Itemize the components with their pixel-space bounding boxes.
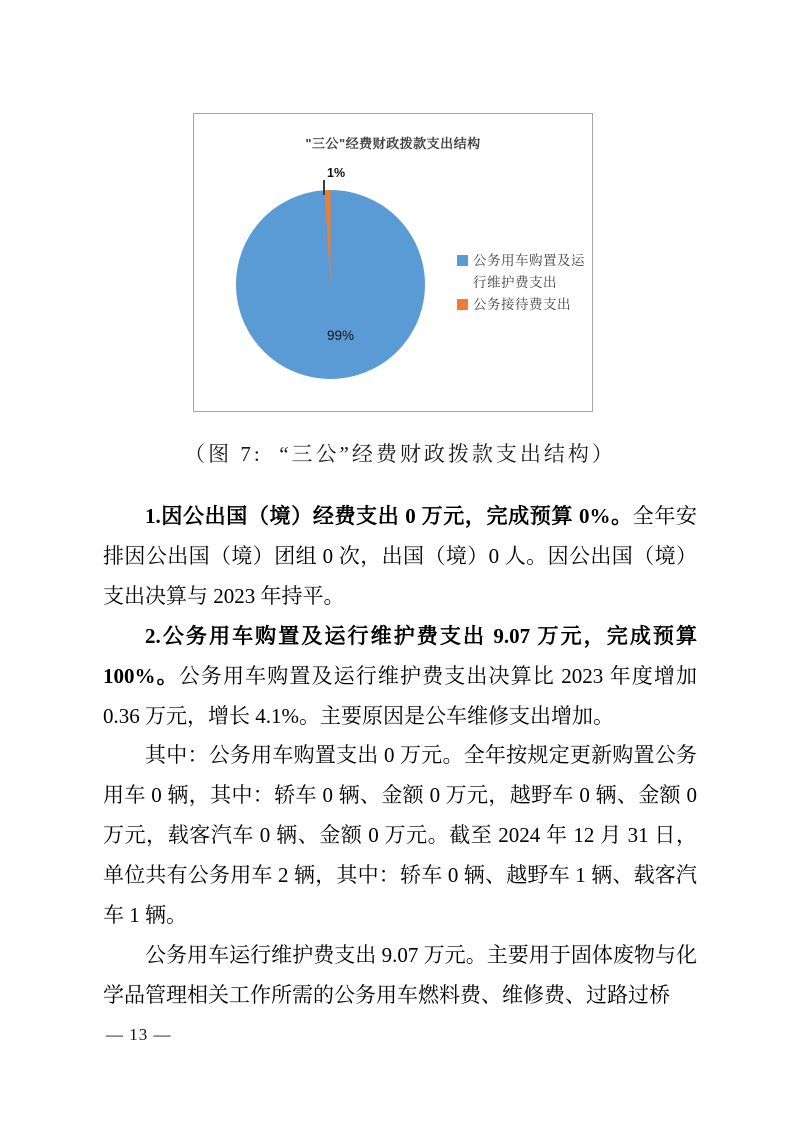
paragraph-text: 公务用车运行维护费支出 9.07 万元。主要用于固体废物与化学品管理相关工作所需的公务用车燃料费、维修费、过路过桥 <box>103 942 697 1007</box>
pie-chart-panel <box>193 113 593 412</box>
legend-swatch <box>457 255 468 266</box>
paragraph-text: 其中：公务用车购置支出 0 万元。全年按规定更新购置公务用车 0 辆，其中：轿车 0 辆、金额 0 万元，越野车 0 辆、金额 0 万元，载客汽车 0 辆、金额 0 万元。截至 2024 年 12 月 31 日，单位共有公务用车 2 辆，其中：轿车 0 辆、越野车 1 辆、载客汽车 1 辆。 <box>103 743 697 928</box>
paragraph-bold-lead: 1.因公出国（境）经费支出 0 万元，完成预算 0%。 <box>145 504 633 528</box>
chart-title: "三公"经费财政拨款支出结构 <box>305 136 481 151</box>
document-body <box>103 497 697 1016</box>
page-number: — 13 — <box>106 1025 172 1044</box>
paragraph-bold-lead: 2.公务用车购置及运行维护费支出 9.07 万元，完成预算 100%。 <box>103 623 697 688</box>
legend-label: 公务接待费支出 <box>473 297 571 312</box>
pie-chart <box>236 190 425 379</box>
paragraph-text: 公务用车购置及运行维护费支出决算比 2023 年度增加 0.36 万元，增长 4.1%。主要原因是公车维修支出增加。 <box>103 663 697 728</box>
chart-legend <box>457 250 591 316</box>
paragraph-text: 全年安排因公出国（境）团组 0 次，出国（境）0 人。因公出国（境）支出决算与 2023 年持平。 <box>103 504 698 608</box>
figure-caption: （图 7: “三公”经费财政拨款支出结构） <box>184 442 616 466</box>
paragraph <box>103 736 697 936</box>
paragraph <box>103 617 697 737</box>
pie-label-leader-line <box>323 180 325 195</box>
legend-item <box>457 250 591 293</box>
legend-item <box>457 294 591 316</box>
paragraph <box>103 497 697 617</box>
paragraph <box>103 936 697 1016</box>
legend-swatch <box>457 299 468 310</box>
legend-label: 公务用车购置及运行维护费支出 <box>473 253 585 290</box>
pie-data-label-small-slice: 1% <box>327 166 346 180</box>
pie-data-label-big-slice: 99% <box>327 328 355 343</box>
